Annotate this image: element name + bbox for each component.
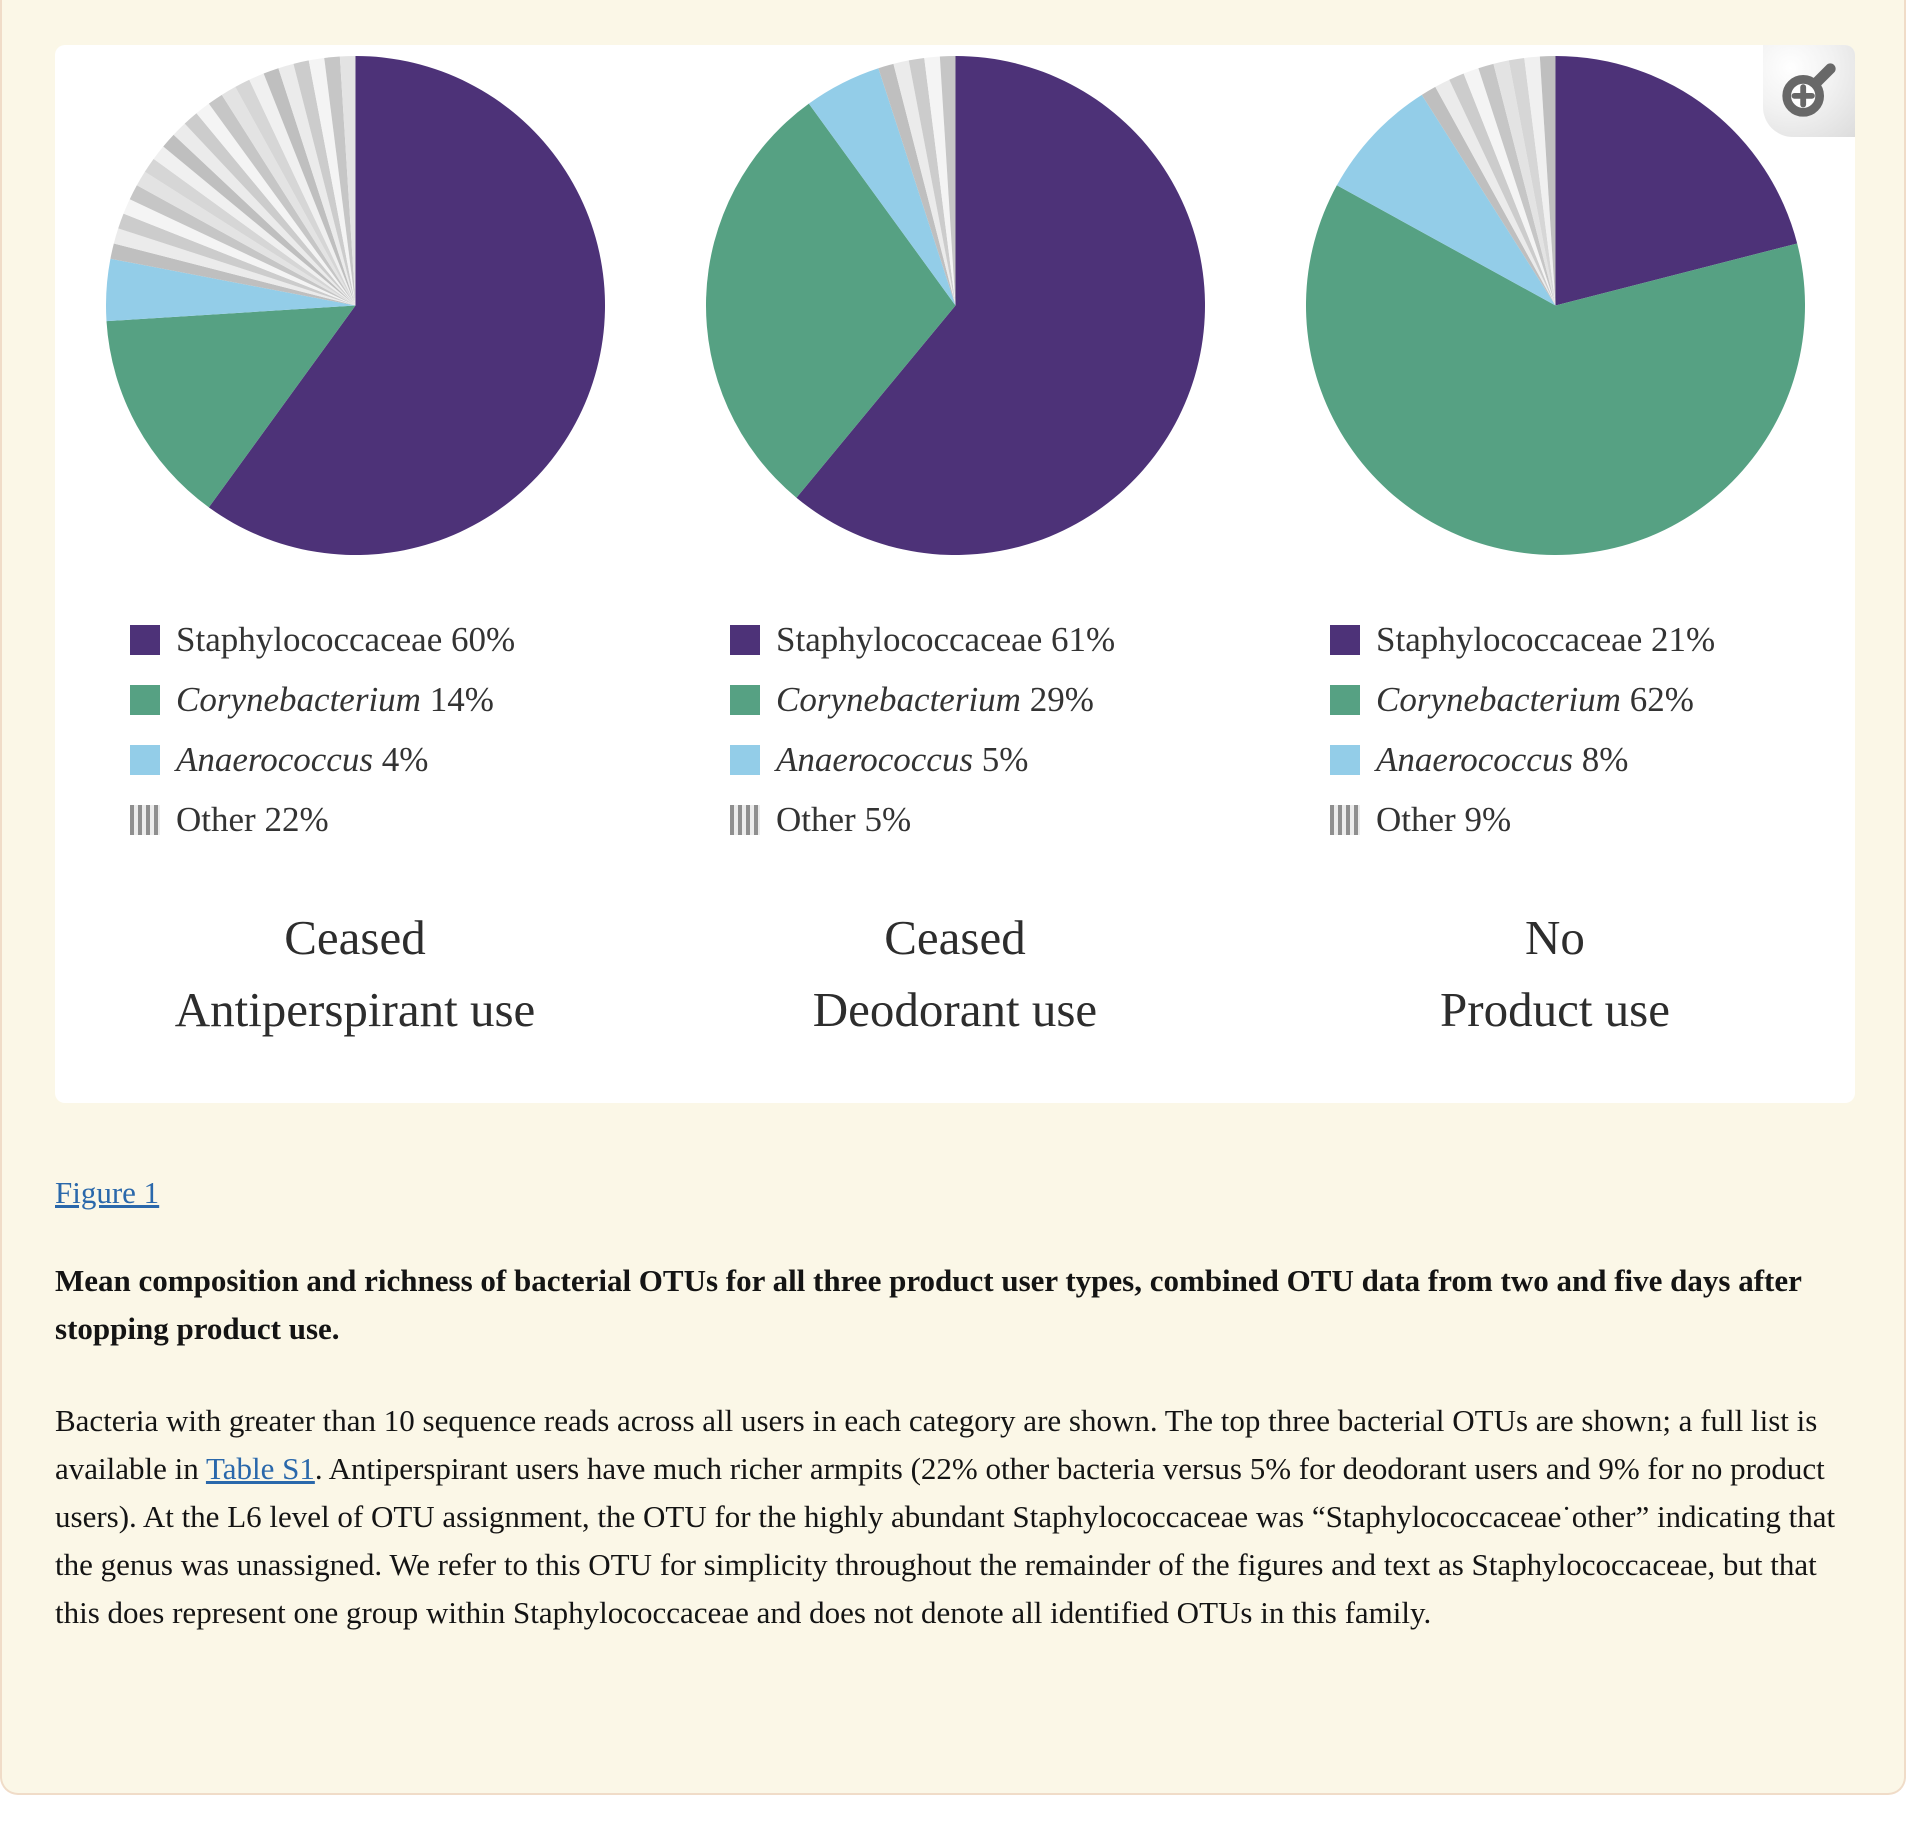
legend-percentage: 62%	[1629, 680, 1694, 719]
legend-label: Other	[1376, 800, 1456, 839]
chart-title-line: Ceased	[284, 910, 426, 965]
legend-label: Corynebacterium	[1376, 680, 1621, 719]
legend-label: Anaerococcus	[1376, 740, 1573, 779]
chart-title	[175, 902, 536, 1046]
legend-percentage: 5%	[864, 800, 912, 839]
legend-swatch	[130, 625, 160, 655]
legend-swatch	[730, 745, 760, 775]
chart-column	[1255, 53, 1855, 1046]
pie-chart	[1303, 53, 1808, 558]
paragraph-text-before: Bacteria with greater than 10 sequence reads across all users in each category are shown. The top three bacterial OTUs are shown; a full list is available in	[55, 1403, 1818, 1486]
legend-swatch	[1330, 625, 1360, 655]
chart-column	[55, 53, 655, 1046]
figure-link[interactable]: Figure 1	[55, 1175, 160, 1210]
legend-swatch	[1330, 805, 1360, 835]
table-s1-link[interactable]: Table S1	[205, 1451, 315, 1486]
legend-item	[730, 610, 1180, 670]
legend-percentage: 5%	[981, 740, 1029, 779]
legend-percentage: 9%	[1464, 800, 1512, 839]
legend-item	[130, 730, 580, 790]
legend-label: Anaerococcus	[176, 740, 373, 779]
legend-swatch	[730, 625, 760, 655]
chart-title-line: Product use	[1440, 982, 1670, 1037]
chart-legend	[730, 610, 1180, 850]
legend-item	[130, 670, 580, 730]
figure-paragraph	[55, 1397, 1850, 1637]
legend-percentage: 61%	[1050, 620, 1116, 659]
pie-chart	[703, 53, 1208, 558]
legend-percentage: 29%	[1029, 680, 1094, 719]
figure-caption: Mean composition and richness of bacterial OTUs for all three product user types, combined OTU data from two and five days after stopping product use.	[55, 1263, 1802, 1346]
legend-label: Anaerococcus	[776, 740, 973, 779]
pie-chart	[103, 53, 608, 558]
chart-title-line: Deodorant use	[812, 982, 1098, 1037]
legend-label: Other	[776, 800, 856, 839]
legend-item	[1330, 610, 1780, 670]
magnifier-plus-icon	[1778, 60, 1840, 122]
chart-title	[813, 902, 1097, 1046]
chart-legend	[1330, 610, 1780, 850]
legend-item	[130, 790, 580, 850]
legend-percentage: 21%	[1650, 620, 1716, 659]
legend-swatch	[1330, 685, 1360, 715]
legend-percentage: 14%	[429, 680, 494, 719]
legend-label: Staphylococcaceae	[176, 620, 443, 659]
chart-column	[655, 53, 1255, 1046]
legend-item	[1330, 730, 1780, 790]
legend-percentage: 22%	[264, 800, 329, 839]
legend-label: Corynebacterium	[776, 680, 1021, 719]
legend-percentage: 60%	[450, 620, 516, 659]
legend-percentage: 4%	[381, 740, 429, 779]
legend-item	[730, 790, 1180, 850]
zoom-button[interactable]	[1763, 45, 1855, 137]
legend-item	[730, 730, 1180, 790]
chart-title-line: Antiperspirant use	[174, 982, 536, 1037]
legend-item	[730, 670, 1180, 730]
legend-item	[1330, 670, 1780, 730]
legend-label: Staphylococcaceae	[776, 620, 1043, 659]
figure-card	[55, 45, 1855, 1103]
charts-row	[55, 45, 1855, 1046]
legend-swatch	[730, 805, 760, 835]
legend-item	[130, 610, 580, 670]
chart-title-line: Ceased	[884, 910, 1026, 965]
legend-swatch	[730, 685, 760, 715]
chart-title	[1440, 902, 1670, 1046]
legend-label: Staphylococcaceae	[1376, 620, 1643, 659]
legend-swatch	[1330, 745, 1360, 775]
paragraph-text-after: . Antiperspirant users have much richer armpits (22% other bacteria versus 5% for deodorant users and 9% for no product users). At the L6 level of OTU assignment, the OTU for the highly abundant Staphylococcaceae was “Staphylococcaceae˙other” indicating that the genus was unassigned. We refer to this OTU for simplicity throughout the remainder of the figures and text as Staphylococcaceae, but that this does represent one group within Staphylococcaceae and does not denote all identified OTUs in this family.	[55, 1451, 1836, 1630]
legend-swatch	[130, 685, 160, 715]
legend-label: Corynebacterium	[176, 680, 421, 719]
legend-percentage: 8%	[1581, 740, 1629, 779]
chart-legend	[130, 610, 580, 850]
chart-title-line: No	[1525, 910, 1585, 965]
legend-label: Other	[176, 800, 256, 839]
legend-swatch	[130, 805, 160, 835]
legend-item	[1330, 790, 1780, 850]
legend-swatch	[130, 745, 160, 775]
